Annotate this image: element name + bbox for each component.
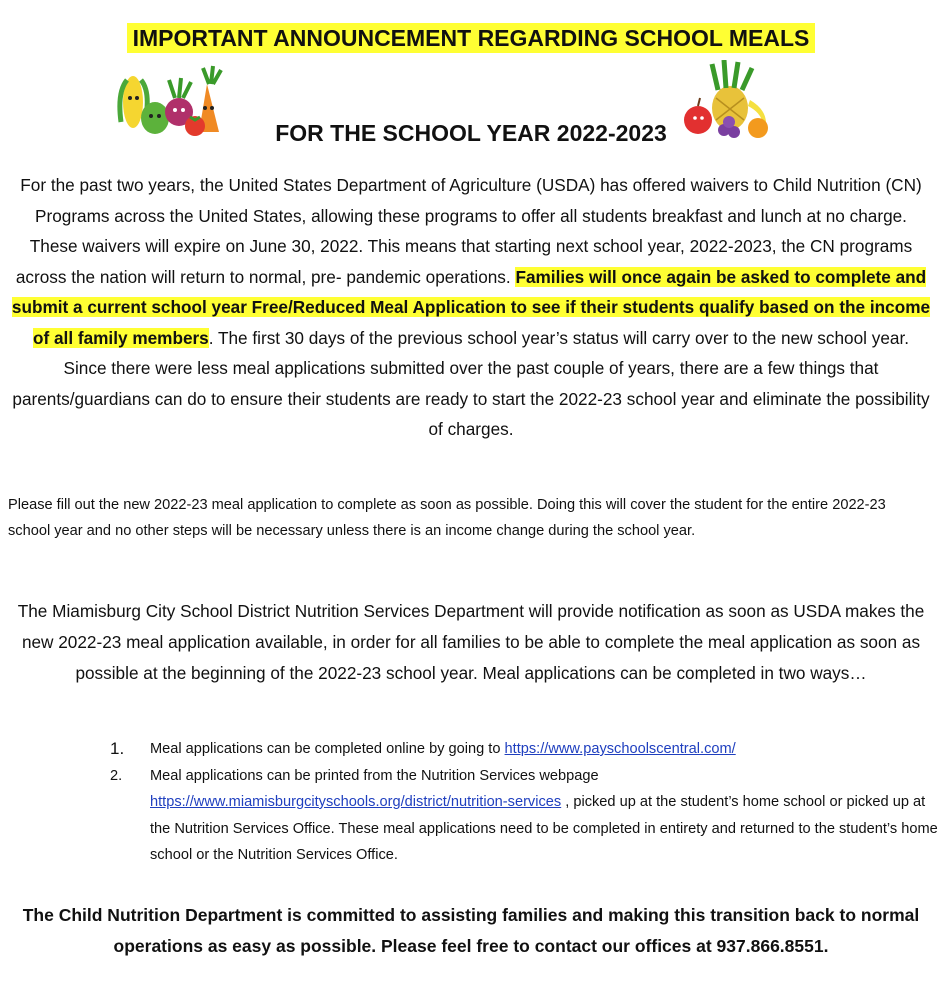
list-item bbox=[110, 736, 940, 763]
list-item-text: Meal applications can be printed from the Nutrition Services webpage bbox=[150, 767, 599, 784]
list-item bbox=[110, 763, 940, 869]
list-number: 1. bbox=[110, 739, 125, 758]
intro-highlighted-text: Families will once again be asked to complete and submit a current school year Free/Reduced Meal Application to see if their students qualify based on the income of all family members bbox=[11, 266, 931, 348]
intro-text-end: . The first 30 days of the previous school year’s status will carry over to the new school year. Since there were less meal applications submitted over the past couple of years, there are a few things that parents/guardians can do to ensure their students are ready to start the 2022-23 school year and eliminate the possibility of charges. bbox=[12, 327, 930, 439]
application-methods-list bbox=[110, 736, 940, 869]
closing-statement: The Child Nutrition Department is committed to assisting families and making this transition back to normal operations as easy as possible. Please feel free to contact our offices at 937.866.8551. bbox=[22, 905, 920, 956]
subtitle: FOR THE SCHOOL YEAR 2022-2023 bbox=[275, 120, 667, 146]
nutrition-services-link[interactable]: https://www.miamisburgcityschools.org/district/nutrition-services bbox=[150, 794, 562, 810]
main-title-text: IMPORTANT ANNOUNCEMENT REGARDING SCHOOL MEALS bbox=[127, 23, 816, 53]
intro-text-start: For the past two years, the United States Department of Agriculture (USDA) has offered waivers to Child Nutrition (CN) Programs across the United States, allowing these programs to offer all students breakfast and lunch at no charge. These waivers will expire on June 30, 2022. This means that starting next school year, 2022-2023, the CN programs across the nation will return to normal, pre- pandemic operations. bbox=[15, 175, 922, 287]
main-title bbox=[0, 22, 942, 54]
fill-out-paragraph: Please fill out the new 2022-23 meal application to complete as soon as possible. Doing this will cover the student for the entire 2022-23 school year and no other steps will be necessary unless there is an income change during the school year. bbox=[8, 497, 886, 539]
list-number: 2. bbox=[110, 767, 123, 784]
notification-paragraph: The Miamisburg City School District Nutrition Services Department will provide notification as soon as USDA makes the new 2022-23 meal application available, in order for all families to be able to complete the meal application as soon as possible at the beginning of the 2022-23 school year. Meal applications can be completed in two ways… bbox=[17, 601, 925, 683]
list-item-text-after: , picked up at the student’s home school or picked up at the Nutrition Services Office. These meal applications need to be completed in entirety and returned to the student’s home school or the Nutrition Services Office. bbox=[150, 794, 938, 863]
list-item-text: Meal applications can be completed online by going to bbox=[150, 741, 505, 757]
intro-paragraph bbox=[10, 170, 932, 445]
payschoolscentral-link[interactable]: https://www.payschoolscentral.com/ bbox=[504, 741, 736, 757]
